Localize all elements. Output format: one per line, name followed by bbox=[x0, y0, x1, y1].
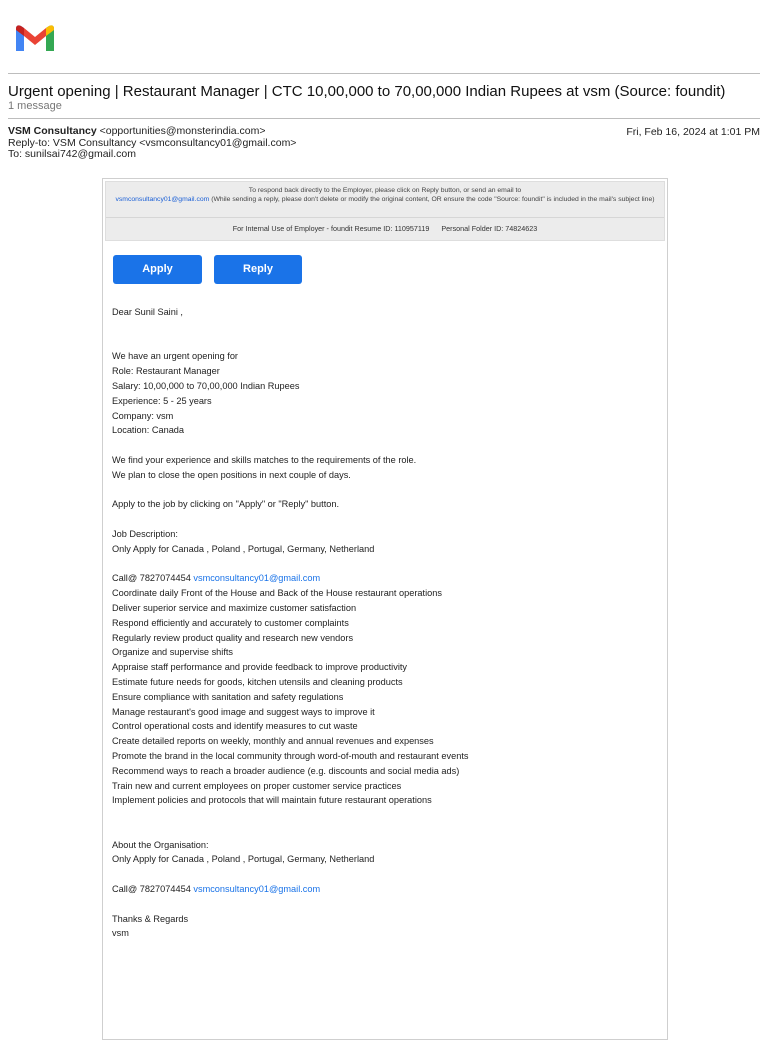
body-line: Company: vsm bbox=[112, 410, 174, 421]
duty-item: Deliver superior service and maximize customer satisfaction bbox=[112, 602, 357, 613]
duty-item: Ensure compliance with sanitation and safety regulations bbox=[112, 691, 344, 702]
divider bbox=[8, 73, 760, 74]
message-body bbox=[112, 305, 657, 941]
banner-email-link[interactable]: vsmconsultancy01@gmail.com bbox=[115, 195, 210, 203]
duty-item: Control operational costs and identify measures to cut waste bbox=[112, 721, 358, 732]
body-line: We have an urgent opening for bbox=[112, 351, 238, 362]
signoff: Thanks & Regards bbox=[112, 913, 189, 924]
body-line: We find your experience and skills matches to the requirements of the role. bbox=[112, 454, 417, 465]
duty-item: Recommend ways to reach a broader audience (e.g. discounts and social media ads) bbox=[112, 765, 460, 776]
sender-name: VSM Consultancy bbox=[8, 125, 97, 137]
email-subject: Urgent opening | Restaurant Manager | CTC 10,00,000 to 70,00,000 Indian Rupees at vsm (Source: foundit) bbox=[8, 83, 726, 100]
duty-item: Respond efficiently and accurately to customer complaints bbox=[112, 617, 349, 628]
message-count: 1 message bbox=[8, 100, 62, 112]
body-line: Salary: 10,00,000 to 70,00,000 Indian Rupees bbox=[112, 380, 300, 391]
duty-item: Implement policies and protocols that will maintain future restaurant operations bbox=[112, 795, 432, 806]
duty-item: Organize and supervise shifts bbox=[112, 647, 234, 658]
apply-button[interactable]: Apply bbox=[113, 255, 202, 284]
duty-item: Create detailed reports on weekly, monthly and annual revenues and expenses bbox=[112, 736, 434, 747]
duty-item: Manage restaurant's good image and suggest ways to improve it bbox=[112, 706, 375, 717]
recipient: To: sunilsai742@gmail.com bbox=[8, 148, 136, 160]
gmail-logo-icon bbox=[14, 20, 56, 54]
reply-button[interactable]: Reply bbox=[214, 255, 302, 284]
duty-item: Appraise staff performance and provide feedback to improve productivity bbox=[112, 662, 408, 673]
body-line: Location: Canada bbox=[112, 425, 185, 436]
body-line: We plan to close the open positions in next couple of days. bbox=[112, 469, 351, 480]
org-heading: About the Organisation: bbox=[112, 839, 209, 850]
body-line: Apply to the job by clicking on "Apply" or "Reply" button. bbox=[112, 499, 340, 510]
signature: vsm bbox=[112, 928, 129, 939]
body-line: Role: Restaurant Manager bbox=[112, 366, 220, 377]
divider bbox=[8, 118, 760, 119]
sender-email: <opportunities@monsterindia.com> bbox=[99, 125, 266, 137]
banner-note: (While sending a reply, please don't delete or modify the original content, OR ensure the code "Source: foundit" is included in the mail's subject line) bbox=[211, 195, 655, 203]
phone-number: Call@ 7827074454 bbox=[112, 573, 191, 584]
email-header bbox=[8, 126, 296, 161]
call-line bbox=[112, 882, 657, 897]
greeting: Dear Sunil Saini , bbox=[112, 307, 183, 317]
duty-item: Promote the brand in the local community through word-of-mouth and restaurant events bbox=[112, 750, 469, 761]
body-line: Only Apply for Canada , Poland , Portugal, Germany, Netherland bbox=[112, 543, 375, 554]
folder-id: Personal Folder ID: 74824623 bbox=[441, 224, 538, 233]
phone-number: Call@ 7827074454 bbox=[112, 884, 191, 895]
duty-item: Estimate future needs for goods, kitchen utensils and cleaning products bbox=[112, 676, 403, 687]
jd-heading: Job Description: bbox=[112, 528, 178, 539]
email-body-frame bbox=[102, 178, 668, 1040]
call-line bbox=[112, 571, 657, 586]
contact-email-link[interactable]: vsmconsultancy01@gmail.com bbox=[193, 573, 321, 584]
banner-instruction: To respond back directly to the Employer, please click on Reply button, or send an email to bbox=[248, 187, 522, 194]
duty-item: Coordinate daily Front of the House and Back of the House restaurant operations bbox=[112, 588, 442, 599]
body-line: Experience: 5 - 25 years bbox=[112, 395, 212, 406]
email-date: Fri, Feb 16, 2024 at 1:01 PM bbox=[626, 126, 760, 138]
resume-id: For Internal Use of Employer - foundit Resume ID: 110957119 bbox=[232, 224, 430, 233]
employer-banner bbox=[105, 181, 665, 241]
contact-email-link[interactable]: vsmconsultancy01@gmail.com bbox=[193, 884, 321, 895]
body-line: Only Apply for Canada , Poland , Portugal, Germany, Netherland bbox=[112, 854, 375, 865]
reply-to: Reply-to: VSM Consultancy <vsmconsultancy01@gmail.com> bbox=[8, 136, 297, 149]
duty-item: Regularly review product quality and research new vendors bbox=[112, 632, 354, 643]
duty-item: Train new and current employees on proper customer service practices bbox=[112, 780, 402, 791]
